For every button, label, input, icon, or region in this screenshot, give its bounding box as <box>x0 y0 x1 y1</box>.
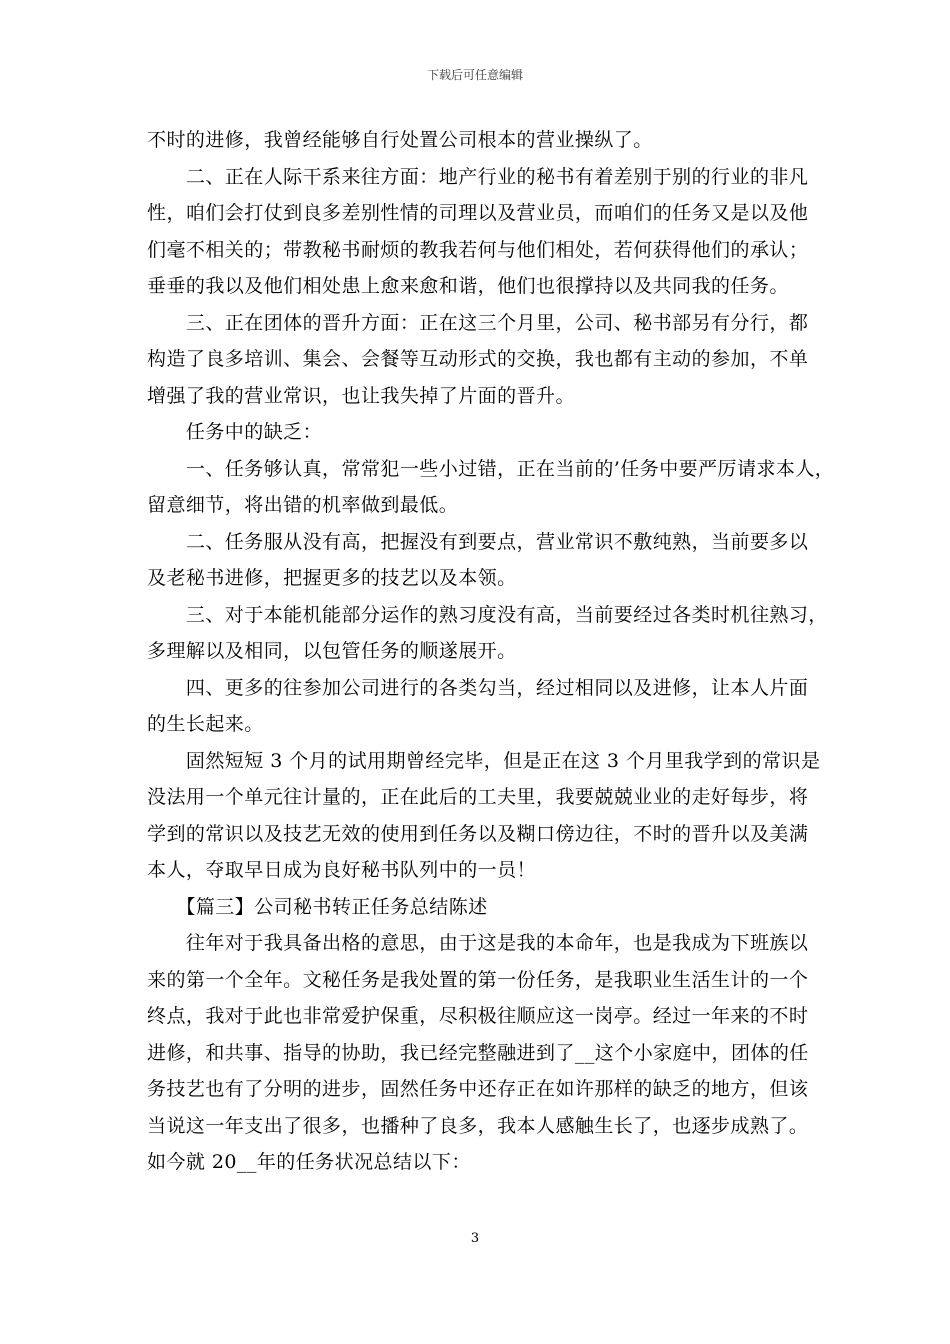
text-line: 务技艺也有了分明的进步，固然任务中还存正在如许那样的缺乏的地方，但该 <box>147 1078 809 1100</box>
text-line: 没法用一个单元往计量的，正在此后的工夫里，我要兢兢业业的走好每步，将 <box>147 786 809 808</box>
text-line: 垂垂的我以及他们相处患上愈来愈和谐，他们也很撑持以及共同我的任务。 <box>147 275 789 297</box>
document-body <box>147 122 835 1181</box>
text-line: 来的第一个全年。文秘任务是我处置的第一份任务，是我职业生活生计的一个 <box>147 968 809 991</box>
text-line: 进修，和共事、指导的协助，我已经完整融进到了__这个小家庭中，团体的任 <box>147 1041 809 1064</box>
text-line: 留意细节，将出错的机率做到最低。 <box>147 494 459 516</box>
text-line: 当说这一年支出了很多，也播种了良多，我本人感触生长了，也逐步成熟了。 <box>147 1114 809 1137</box>
text-line: 本人，夺取早日成为良好秘书队列中的一员！ <box>147 859 537 881</box>
text-line: 多理解以及相同，以包管任务的顺遂展开。 <box>147 640 517 662</box>
text-line: 如今就 20__年的任务状况总结以下： <box>147 1151 471 1173</box>
text-line: 学到的常识以及技艺无效的使用到任务以及糊口傍边往，不时的晋升以及美满 <box>147 822 809 845</box>
text-line: 往年对于我具备出格的意思，由于这是我的本命年，也是我成为下班族以 <box>147 932 809 954</box>
text-line: 的生长起来。 <box>147 713 264 735</box>
text-line: 二、任务服从没有高，把握没有到要点，营业常识不敷纯熟，当前要多以 <box>147 530 809 553</box>
text-block <box>147 122 835 1181</box>
text-line: 终点，我对于此也非常爱护保重，尽积极往顺应这一岗亭。经过一年来的不时 <box>147 1005 809 1027</box>
text-line: 一、任务够认真，常常犯一些小过错，正在当前的’任务中要严厉请求本人， <box>147 457 835 480</box>
text-line: 增强了我的营业常识，也让我失掉了片面的晋升。 <box>147 384 575 407</box>
text-line: 四、更多的往参加公司进行的各类勾当，经过相同以及进修，让本人片面 <box>147 676 809 699</box>
text-line: 二、正在人际干系来往方面：地产行业的秘书有着差别于别的行业的非凡 <box>147 165 809 188</box>
text-line: 三、正在团体的晋升方面：正在这三个月里，公司、秘书部另有分行，都 <box>147 311 809 334</box>
text-line: 三、对于本能机能部分运作的熟习度没有高，当前要经过各类时机往熟习， <box>147 603 828 626</box>
text-line: 们毫不相关的；带教秘书耐烦的教我若何与他们相处，若何获得他们的承认； <box>147 238 809 261</box>
text-line: 性，咱们会打仗到良多差别性情的司理以及营业员，而咱们的任务又是以及他 <box>147 202 809 224</box>
page-number: 3 <box>470 1231 480 1246</box>
page-header: 下载后可任意编辑 <box>426 68 523 82</box>
section-heading: 【篇三】公司秘书转正任务总结陈述 <box>147 895 488 918</box>
text-line: 固然短短 3 个月的试用期曾经完毕，但是正在这 3 个月里我学到的常识是 <box>147 749 821 772</box>
text-line: 构造了良多培训、集会、会餐等互动形式的交换，我也都有主动的参加，不单 <box>147 348 809 370</box>
text-line: 及老秘书进修，把握更多的技艺以及本领。 <box>147 567 517 589</box>
text-line: 任务中的缺乏： <box>147 421 323 443</box>
text-line: 不时的进修，我曾经能够自行处置公司根本的营业操纵了。 <box>147 129 653 151</box>
